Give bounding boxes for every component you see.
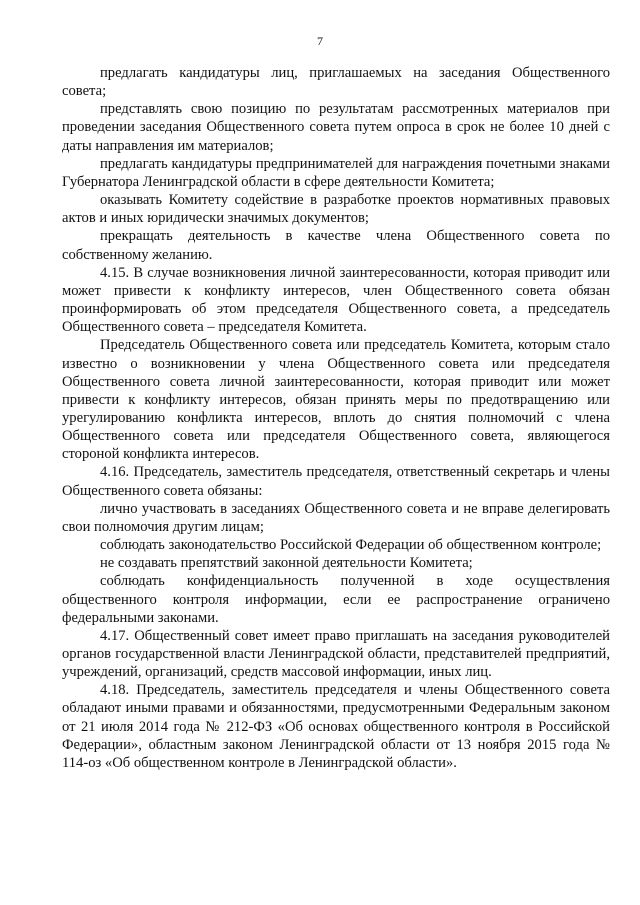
paragraph-comply-legislation: соблюдать законодательство Российской Федерации об общественном контроле; [100,537,602,554]
page-number: 7 [317,34,323,48]
paragraph-award-candidates: предлагать кандидатуры предпринимателей для награждения почетными знаками Губернатора Ленинградской области в сфере деятельности Комитета; [62,155,610,190]
paragraph-4-16: 4.16. Председатель, заместитель председателя, ответственный секретарь и члены Общественного совета обязаны: [62,464,610,499]
paragraph-terminate-membership: прекращать деятельность в качестве члена Общественного совета по собственному желанию. [62,228,610,263]
paragraph-4-18: 4.18. Председатель, заместитель председателя и члены Общественного совета обладают иными правами и обязанностями, предусмотренными Федеральным законом от 21 июля 2014 года № 212-ФЗ «Об основах общественного контроля в Российской Федерации», областным законом Ленинградской области от 13 ноября 2015 года № 114-оз «Об общественном контроле в Ленинградской области». [62,682,610,771]
paragraph-present-position: представлять свою позицию по результатам рассмотренных материалов при проведении заседания Общественного совета путем опроса в срок не более 10 дней с даты направления им материалов; [62,101,610,154]
paragraph-conflict-measures: Председатель Общественного совета или председатель Комитета, которым стало известно о возникновении у члена Общественного совета или председателя Общественного совета личной заинтересованности, которая приводит или может привести к конфликту интересов, обязан принять меры по предотвращению или урегулированию конфликта интересов, вплоть до снятия полномочий с члена Общественного совета или председателя Общественного совета, являющегося стороной конфликта интересов. [62,337,610,463]
paragraph-4-15: 4.15. В случае возникновения личной заинтересованности, которая приводит или может привести к конфликту интересов, член Общественного совета обязан проинформировать об этом председателя Общественного совета, а председатель Общественного совета – председателя Комитета. [62,264,610,336]
document-body [62,64,610,772]
paragraph-assist-committee: оказывать Комитету содействие в разработке проектов нормативных правовых актов и иных юридически значимых документов; [62,192,610,227]
paragraph-no-obstruction: не создавать препятствий законной деятельности Комитета; [100,555,473,572]
paragraph-confidentiality: соблюдать конфиденциальность полученной в ходе осуществления общественного контроля информации, если ее распространение ограничено федеральными законами. [62,573,610,626]
paragraph-attend-meetings: лично участвовать в заседаниях Общественного совета и не вправе делегировать свои полномочия другим лицам; [62,500,610,535]
paragraph-4-17: 4.17. Общественный совет имеет право приглашать на заседания руководителей органов государственной власти Ленинградской области, представителей предприятий, учреждений, организаций, средств массовой информации, иных лиц. [62,627,610,681]
paragraph-invite-candidates: предлагать кандидатуры лиц, приглашаемых на заседания Общественного совета; [62,65,610,100]
